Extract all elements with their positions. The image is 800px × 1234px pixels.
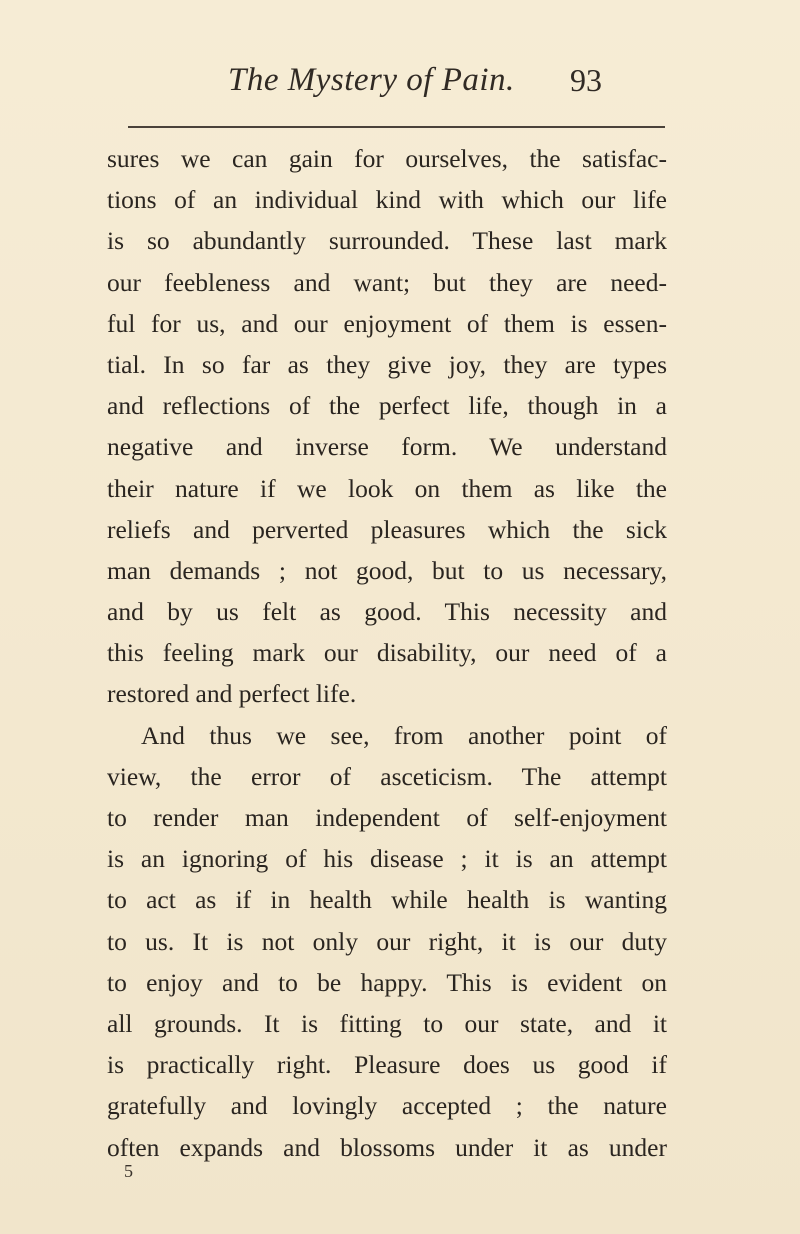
text-line: reliefs and perverted pleasures which the sick — [107, 514, 667, 544]
page-number: 93 — [570, 62, 602, 98]
text-line: tions of an individual kind with which our life — [107, 185, 667, 215]
text-line: tial. In so far as they give joy, they are types — [107, 349, 667, 379]
text-line: is so abundantly surrounded. These last mark — [107, 226, 667, 256]
text-line: view, the error of asceticism. The attempt — [107, 761, 667, 791]
text-line: negative and inverse form. We understand — [107, 432, 667, 462]
running-title: The Mystery of Pain. — [228, 62, 515, 98]
text-line: and reflections of the perfect life, though in a — [107, 391, 667, 421]
text-line: all grounds. It is fitting to our state, and it — [107, 1008, 667, 1038]
text-line: is an ignoring of his disease ; it is an attempt — [107, 844, 667, 874]
text-line: our feebleness and want; but they are need- — [107, 267, 667, 297]
text-line: ful for us, and our enjoyment of them is essen- — [107, 308, 667, 338]
text-line: this feeling mark our disability, our need of a — [107, 638, 667, 668]
text-line: and by us felt as good. This necessity and — [107, 597, 667, 627]
text-line: to render man independent of self-enjoyment — [107, 803, 667, 832]
text-line: to act as if in health while health is wanting — [107, 885, 667, 915]
body-text — [107, 138, 667, 1168]
paragraph-start-line: And thus we see, from another point of — [141, 720, 667, 750]
running-head — [0, 62, 800, 112]
text-line: sures we can gain for ourselves, the satisfac- — [107, 144, 667, 173]
text-line: is practically right. Pleasure does us good if — [107, 1050, 667, 1080]
text-line: to us. It is not only our right, it is our duty — [107, 926, 667, 956]
text-line: to enjoy and to be happy. This is evident on — [107, 967, 667, 997]
text-line: gratefully and lovingly accepted ; the nature — [107, 1091, 667, 1121]
signature-mark: 5 — [124, 1161, 133, 1181]
text-line: restored and perfect life. — [107, 679, 357, 709]
text-line: man demands ; not good, but to us necessary, — [107, 555, 667, 585]
text-line: their nature if we look on them as like the — [107, 473, 667, 503]
text-line: often expands and blossoms under it as under — [107, 1132, 667, 1162]
header-rule — [128, 126, 665, 128]
